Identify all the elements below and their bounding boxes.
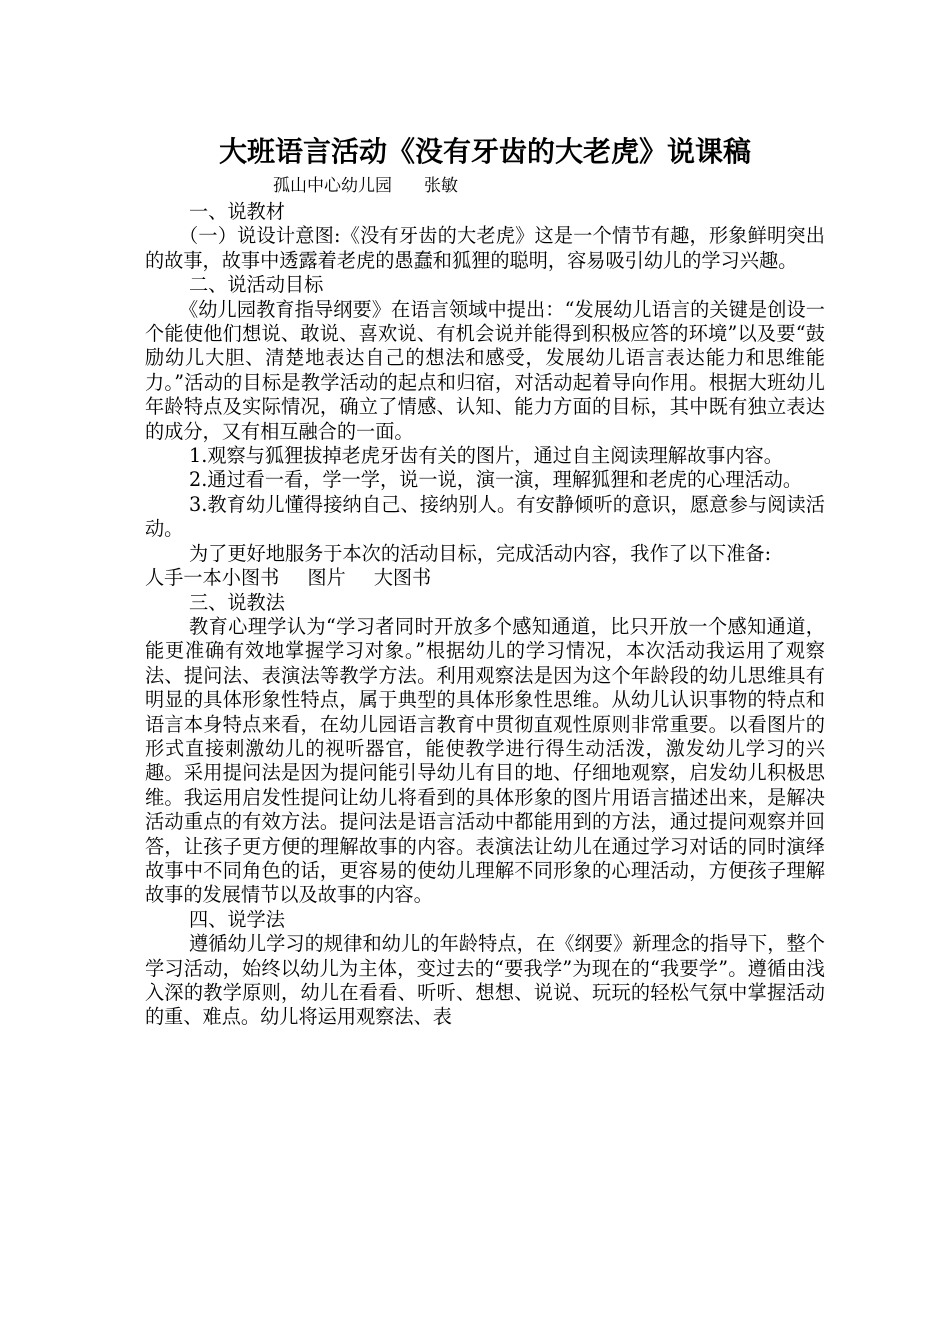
material-item: 图片: [307, 566, 346, 590]
material-item: 大图书: [373, 566, 432, 590]
paragraph-teaching-methods: 教育心理学认为“学习者同时开放多个感知通道，比只开放一个感知通道，能更准确有效地掌握学习对象。”根据幼儿的学习情况，本次活动我运用了观察法、提问法、表演法等教学方法。利用观察法是因为这个年龄段的幼儿思维具有明显的具体形象性特点，属于典型的具体形象性思维。从幼儿认识事物的特点和语言本身特点来看，在幼儿园语言教育中贯彻直观性原则非常重要。以看图片的形式直接刺激幼儿的视听器官，能使教学进行得生动活泼，激发幼儿学习的兴趣。采用提问法是因为提问能引导幼儿有目的地、仔细地观察，启发幼儿积极思维。我运用启发性提问让幼儿将看到的具体形象的图片用语言描述出来，是解决活动重点的有效方法。提问法是语言活动中都能用到的方法，通过提问观察并回答，让孩子更方便的理解故事的内容。表演法让幼儿在通过学习对话的同时演绎故事中不同角色的话，更容易的使幼儿理解不同形象的心理活动，方便孩子理解故事的发展情节以及故事的内容。: [145, 614, 825, 907]
goal-item-1: 1.观察与狐狸拔掉老虎牙齿有关的图片，通过自主阅读理解故事内容。: [189, 444, 783, 468]
materials-list: [145, 566, 825, 590]
author-line: [145, 172, 825, 200]
section-heading-2: 二、说活动目标: [189, 273, 324, 297]
material-item: 人手一本小图书: [145, 566, 280, 590]
document-title: 大班语言活动《没有牙齿的大老虎》说课稿: [218, 135, 751, 168]
author-school: 孤山中心幼儿园: [273, 176, 392, 196]
document-body: [145, 132, 825, 1030]
goal-item-3: 3.教育幼儿懂得接纳自己、接纳别人。有安静倾听的意识，愿意参与阅读活动。: [145, 492, 825, 541]
paragraph-learning-methods: 遵循幼儿学习的规律和幼儿的年龄特点，在《纲要》新理念的指导下，整个学习活动，始终以幼儿为主体，变过去的“要我学”为现在的“我要学”。遵循由浅入深的教学原则，幼儿在看看、听听、想想、说说、玩玩的轻松气氛中掌握活动的重、难点。幼儿将运用观察法、表: [145, 932, 825, 1029]
paragraph-design-intent: （一）说设计意图:《没有牙齿的大老虎》这是一个情节有趣，形象鲜明突出的故事，故事中透露着老虎的愚蠢和狐狸的聪明，容易吸引幼儿的学习兴趣。: [145, 224, 825, 272]
section-heading-3: 三、说教法: [189, 590, 285, 614]
paragraph-activity-goals: 《幼儿园教育指导纲要》在语言领域中提出：“发展幼儿语言的关键是创设一个能使他们想说、敢说、喜欢说、有机会说并能得到积极应答的环境”以及要“鼓励幼儿大胆、清楚地表达自己的想法和感受，发展幼儿语言表达能力和思维能力。”活动的目标是教学活动的起点和归宿，对活动起着导向作用。根据大班幼儿年龄特点及实际情况，确立了情感、认知、能力方面的目标，其中既有独立表达的成分，又有相互融合的一面。: [145, 297, 825, 443]
goal-item-2: 2.通过看一看，学一学，说一说，演一演，理解狐狸和老虎的心理活动。: [189, 468, 803, 492]
author-name: 张敏: [424, 176, 458, 196]
section-heading-1: 一、说教材: [189, 200, 285, 223]
paragraph-preparation: 为了更好地服务于本次的活动目标，完成活动内容，我作了以下准备:: [189, 541, 772, 565]
section-heading-4: 四、说学法: [189, 907, 285, 931]
